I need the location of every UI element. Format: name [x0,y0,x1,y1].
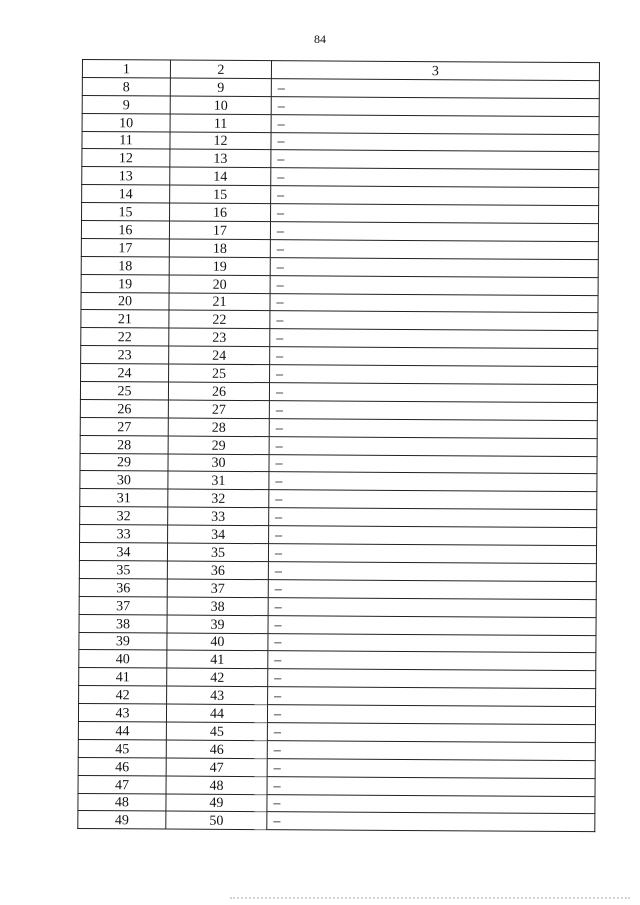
table-cell-col3: – [267,794,595,814]
table-cell-col3: – [271,168,599,188]
table-cell-col3: – [269,526,597,546]
table-cell-col2: 37 [167,579,268,598]
table-cell-col1: 49 [78,811,166,829]
table-cell-col3: – [271,79,599,99]
table-cell-col1: 47 [78,775,166,793]
table-cell-col3: – [271,132,599,152]
table-cell-col3: – [270,293,598,313]
header-cell-3: 3 [271,61,599,81]
table-cell-col3: – [268,615,596,635]
table-cell-col1: 14 [82,185,170,203]
table-cell-col1: 16 [81,221,169,239]
table-cell-col1: 38 [79,614,167,632]
table-cell-col2: 25 [169,364,270,383]
table-cell-col2: 44 [166,704,267,723]
table-cell-col2: 21 [169,293,270,312]
table-cell-col3: – [269,472,597,492]
table-cell-col2: 40 [167,633,268,652]
table-cell-col2: 13 [170,149,271,168]
table-cell-col1: 22 [81,328,169,346]
table-cell-col3: – [269,508,597,528]
table-cell-col1: 15 [82,203,170,221]
table-cell-col3: – [271,150,599,170]
table-cell-col2: 18 [169,239,270,258]
table-cell-col1: 26 [80,399,168,417]
table-cell-col2: 50 [166,811,267,830]
table-cell-col2: 48 [166,776,267,795]
table-cell-col2: 35 [167,543,268,562]
scan-artifact-marks [230,897,630,903]
table-cell-col2: 19 [169,257,270,276]
table-cell-col2: 46 [166,740,267,759]
table-cell-col1: 32 [80,507,168,525]
table-cell-col3: – [270,311,598,331]
table-cell-col3: – [267,740,595,760]
page-number: 84 [314,32,326,46]
table-cell-col1: 31 [80,489,168,507]
table-cell-col1: 34 [79,543,167,561]
table-cell-col1: 12 [82,149,170,167]
table-cell-col3: – [270,257,598,277]
table-cell-col3: – [269,401,597,421]
table-cell-col3: – [270,329,598,349]
table-cell-col1: 24 [81,364,169,382]
table-cell-col3: – [268,579,596,599]
table-cell-col1: 40 [79,650,167,668]
table-cell-col2: 23 [169,328,270,347]
table-cell-col2: 9 [170,78,271,97]
table-cell-col2: 24 [169,346,270,365]
table-cell-col1: 46 [78,757,166,775]
table-cell-col1: 44 [78,721,166,739]
table-cell-col2: 38 [167,597,268,616]
table-cell-col3: – [270,365,598,385]
table-cell-col1: 8 [82,77,170,95]
table-cell-col3: – [271,186,599,206]
table-cell-col2: 32 [168,489,269,508]
table-cell-col1: 18 [81,256,169,274]
table-cell-col2: 28 [168,418,269,437]
table-row [78,811,595,832]
table-cell-col3: – [268,651,596,671]
table-cell-col1: 27 [80,417,168,435]
table-cell-col3: – [268,633,596,653]
table-cell-col2: 26 [168,382,269,401]
data-table [77,59,600,832]
table-cell-col1: 28 [80,435,168,453]
table-cell-col1: 21 [81,310,169,328]
header-cell-1: 1 [82,60,170,78]
table-cell-col2: 43 [167,686,268,705]
table-cell-col1: 19 [81,274,169,292]
table-cell-col1: 36 [79,578,167,596]
table-cell-col2: 39 [167,615,268,634]
table-cell-col1: 11 [82,131,170,149]
table-cell-col3: – [268,669,596,689]
table-cell-col2: 34 [168,525,269,544]
table-cell-col2: 16 [170,203,271,222]
table-cell-col1: 9 [82,95,170,113]
table-cell-col1: 42 [79,686,167,704]
table-cell-col2: 14 [170,167,271,186]
table-cell-col2: 36 [167,561,268,580]
table-cell-col1: 29 [80,453,168,471]
table-cell-col2: 20 [169,275,270,294]
table-cell-col3: – [271,96,599,116]
table-cell-col1: 17 [81,238,169,256]
table-cell-col2: 10 [170,96,271,115]
table-cell-col3: – [270,347,598,367]
table-cell-col1: 39 [79,632,167,650]
table-cell-col3: – [270,240,598,260]
table-cell-col3: – [269,436,597,456]
table-body [78,60,600,832]
table-cell-col3: – [268,687,596,707]
table-cell-col3: – [268,562,596,582]
table-cell-col3: – [269,490,597,510]
table-cell-col3: – [267,723,595,743]
table-cell-col3: – [267,776,595,796]
table-cell-col2: 27 [168,400,269,419]
table-cell-col1: 30 [80,471,168,489]
table-cell-col3: – [268,597,596,617]
table-cell-col2: 15 [170,185,271,204]
table-cell-col1: 10 [82,113,170,131]
table-cell-col3: – [270,222,598,242]
table-cell-col2: 47 [166,758,267,777]
table-cell-col1: 41 [79,668,167,686]
table-cell-col3: – [270,275,598,295]
table-cell-col1: 37 [79,596,167,614]
table-cell-col2: 49 [166,794,267,813]
table-cell-col2: 33 [168,507,269,526]
header-cell-2: 2 [170,60,271,79]
table-cell-col1: 48 [78,793,166,811]
table-cell-col1: 13 [82,167,170,185]
table-cell-col3: – [269,383,597,403]
table-cell-col1: 25 [80,382,168,400]
table-cell-col1: 45 [78,739,166,757]
table-cell-col1: 43 [78,704,166,722]
table-cell-col2: 11 [170,114,271,133]
table-cell-col1: 33 [80,525,168,543]
table-cell-col1: 35 [79,560,167,578]
table-cell-col3: – [267,758,595,778]
table-cell-col3: – [269,418,597,438]
table-cell-col3: – [268,544,596,564]
table-cell-col2: 41 [167,650,268,669]
table-cell-col2: 31 [168,472,269,491]
table-cell-col3: – [267,812,595,832]
table-cell-col3: – [269,454,597,474]
table-cell-col2: 42 [167,668,268,687]
table-cell-col2: 30 [168,454,269,473]
table-cell-col2: 45 [166,722,267,741]
table-cell-col2: 29 [168,436,269,455]
table-cell-col3: – [267,705,595,725]
table-cell-col2: 17 [169,221,270,240]
table-cell-col2: 12 [170,132,271,151]
table-cell-col3: – [271,114,599,134]
table-cell-col1: 20 [81,292,169,310]
table-cell-col1: 23 [81,346,169,364]
table-cell-col2: 22 [169,311,270,330]
table-cell-col3: – [271,204,599,224]
